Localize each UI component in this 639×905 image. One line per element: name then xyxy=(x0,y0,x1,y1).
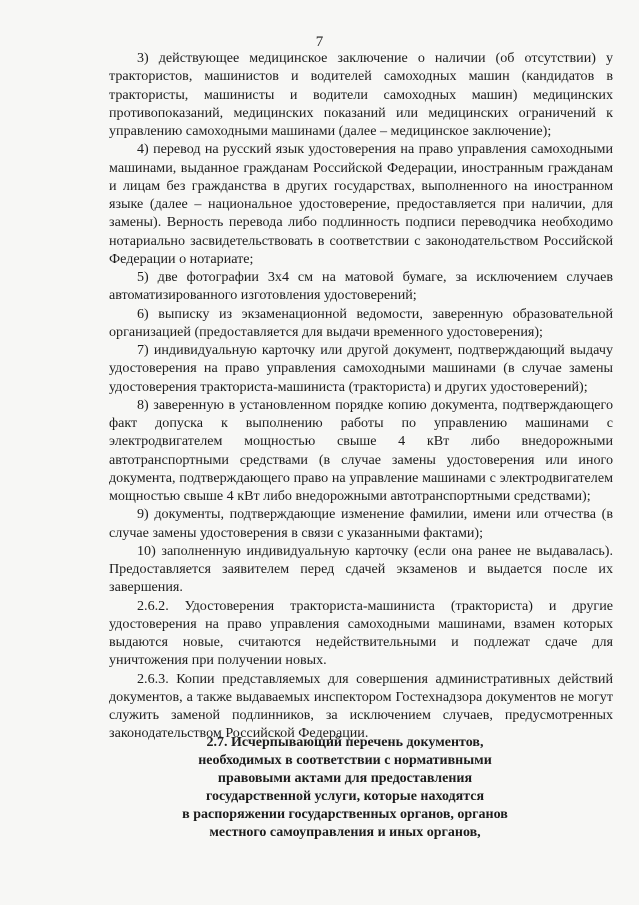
paragraph-item-8: 8) заверенную в установленном порядке копию документа, подтверждающего факт допуска к выполнению работы по управлению машинами с электродвигателем мощностью свыше 4 кВт либо внедорожными автотранспортными средствами (в случае замены удостоверения или иного документа, подтверждающего право на управление машинами с электродвигателем мощностью свыше 4 кВт либо внедорожными автотранспортными средствами); xyxy=(109,396,613,504)
paragraph-item-3: 3) действующее медицинское заключение о наличии (об отсутствии) у трактористов, машинистов и водителей самоходных машин (кандидатов в трактористы, машинисты и водители самоходных машин) медицинских противопоказаний, медицинских показаний или медицинских ограничений к управлению самоходными машинами (далее – медицинское заключение); xyxy=(109,50,613,139)
paragraph-item-5: 5) две фотографии 3х4 см на матовой бумаге, за исключением случаев автоматизированного изготовления удостоверений; xyxy=(109,269,613,304)
heading-line: необходимых в соответствии с нормативными xyxy=(198,753,492,769)
heading-line: правовыми актами для предоставления xyxy=(217,771,473,787)
document-body xyxy=(109,49,613,743)
paragraph-2-6-2: 2.6.2. Удостоверения тракториста-машиниста (тракториста) и другие удостоверения на право управления самоходными машинами, взамен которых выдаются новые, считаются недействительными и подлежат сдаче для уничтожения при получении новых. xyxy=(109,597,613,669)
heading-line: 2.7. Исчерпывающий перечень документов, xyxy=(206,735,484,750)
paragraph-item-7: 7) индивидуальную карточку или другой документ, подтверждающий выдачу удостоверения на право управления самоходными машинами (в случае замены удостоверения тракториста-машиниста (тракториста) и других удостоверений); xyxy=(109,342,613,395)
heading-line: местного самоуправления и иных органов, xyxy=(209,825,481,841)
heading-line: в распоряжении государственных органов, органов xyxy=(182,807,508,823)
page-number: 7 xyxy=(315,34,324,50)
section-heading-2-7 xyxy=(150,734,540,843)
paragraph-item-6: 6) выписку из экзаменационной ведомости, заверенную образовательной организацией (предоставляется для выдачи временного удостоверения); xyxy=(109,305,613,340)
heading-line: государственной услуги, которые находятся xyxy=(205,789,485,805)
paragraph-2-6-3: 2.6.3. Копии представляемых для совершения административных действий документов, а также выдаваемых инспектором Гостехнадзора документов не могут служить заменой подлинников, за исключением случаев, предусмотренных законодательством Российской Федерации. xyxy=(109,670,613,742)
paragraph-item-4: 4) перевод на русский язык удостоверения на право управления самоходными машинами, выданное гражданам Российской Федерации, иностранным гражданам и лицам без гражданства в других государствах, выполненного на иностранном языке (далее – национальное удостоверение, предоставляется при наличии, для замены). Верность перевода либо подлинность подписи переводчика необходимо нотариально засвидетельствовать в соответствии с законодательством Российской Федерации о нотариате; xyxy=(109,141,613,267)
paragraph-item-9: 9) документы, подтверждающие изменение фамилии, имени или отчества (в случае замены удостоверения в связи с указанными фактами); xyxy=(109,506,613,541)
paragraph-item-10: 10) заполненную индивидуальную карточку (если она ранее не выдавалась). Предоставляется заявителем перед сдачей экзаменов и выдается после их завершения. xyxy=(109,542,613,596)
